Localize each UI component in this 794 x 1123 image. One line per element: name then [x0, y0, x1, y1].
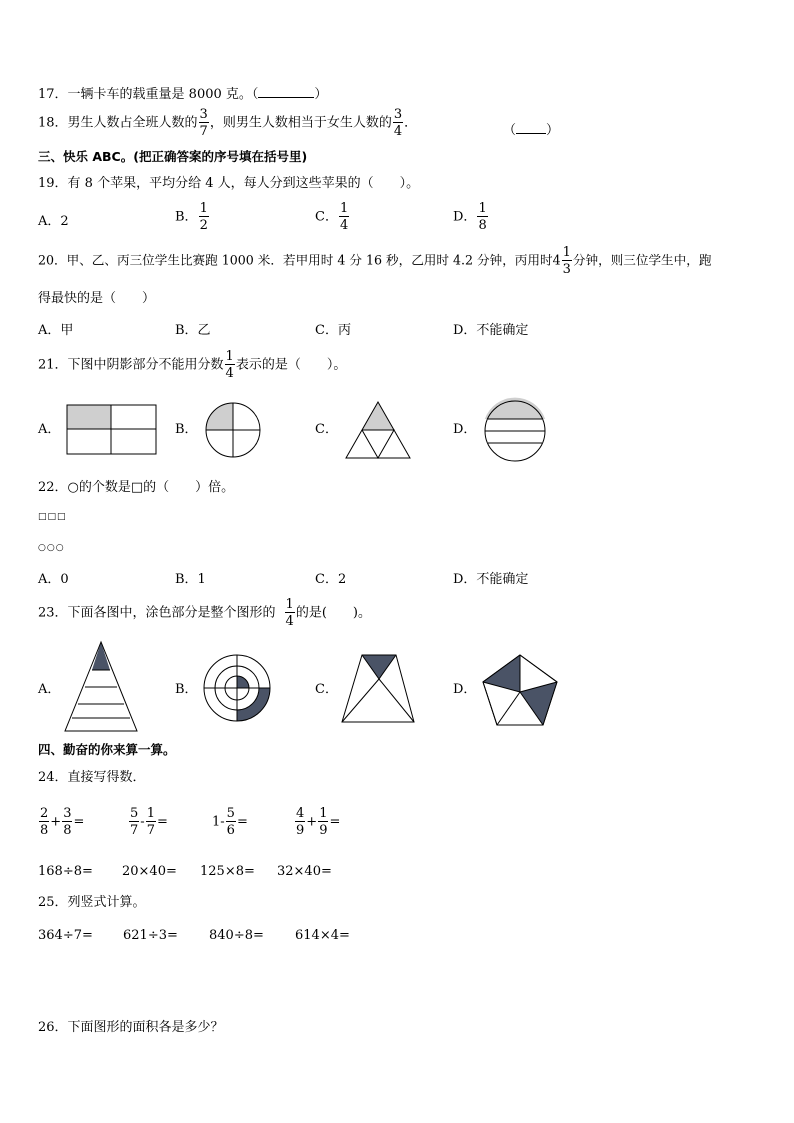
question-17 [38, 85, 327, 101]
q20-option-b[interactable]: B．乙 [175, 323, 211, 338]
q24-e2-eq: = [156, 814, 168, 830]
q17-answer-blank[interactable] [258, 85, 314, 98]
q23-num: 1 [285, 597, 294, 612]
q23-option-c[interactable]: C． [315, 682, 338, 697]
q23-figure-b-target-circles [203, 654, 273, 724]
q24-e1-frac-b [62, 807, 72, 837]
q21-fraction [225, 350, 235, 380]
q20-option-d[interactable]: D．不能确定 [453, 323, 529, 338]
q22-option-a[interactable]: A．0 [38, 572, 69, 587]
q19-c-fraction [339, 202, 349, 232]
q24-e4-op: + [306, 814, 318, 830]
question-20 [38, 246, 711, 276]
question-21 [38, 350, 346, 380]
q21-a-shaded-cell [67, 405, 111, 429]
q24-e4-frac-a [295, 807, 305, 837]
q24-row2-item-2: 20×40= [122, 864, 177, 879]
q21-option-b[interactable]: B． [175, 422, 198, 437]
q21-figure-d-circle-strips [481, 402, 551, 462]
q18-paren-open: （ [503, 123, 517, 138]
q24-e2-op: - [140, 814, 145, 830]
q23-pre: 23．下面各图中，涂色部分是整个图形的 [38, 605, 276, 621]
q24-e1-ad: 8 [40, 823, 49, 838]
q24-expr-3 [212, 807, 248, 837]
q19-b-fraction [199, 202, 209, 232]
q19-d-label: D． [453, 209, 477, 225]
q18-f1-den: 7 [199, 124, 208, 139]
q21-c-shaded-triangle [362, 402, 394, 430]
q20-fraction [562, 246, 572, 276]
q21-num: 1 [225, 349, 234, 364]
q18-fraction-1 [199, 108, 209, 138]
q18-fraction-2 [393, 108, 403, 138]
q18-mid: ，则男生人数相当于女生人数的 [209, 115, 392, 131]
q18-pre: 18．男生人数占全班人数的 [38, 115, 198, 131]
q19-d-fraction [477, 202, 487, 232]
q23-option-b[interactable]: B． [175, 682, 198, 697]
q21-post: 表示的是（ ）。 [235, 357, 347, 373]
q24-e2-bn: 1 [146, 806, 155, 821]
question-24: 24．直接写得数． [38, 770, 146, 785]
q21-figure-b-circle [205, 402, 263, 460]
question-18 [38, 108, 417, 138]
question-22: 22．○的个数是□的（ ）倍。 [38, 480, 235, 495]
q19-b-den: 2 [199, 218, 208, 233]
q24-expr-4 [294, 807, 340, 837]
q18-answer-blank[interactable] [516, 121, 546, 134]
q24-e2-ad: 7 [130, 823, 139, 838]
q24-row2-item-1: 168÷8= [38, 864, 93, 879]
q23-post: 的是( )。 [295, 605, 371, 621]
q21-pre: 21．下图中阴影部分不能用分数 [38, 357, 224, 373]
q24-e1-an: 2 [40, 806, 49, 821]
q22-option-d[interactable]: D．不能确定 [453, 572, 529, 587]
q21-option-a[interactable]: A． [38, 422, 61, 437]
q24-e4-bd: 9 [319, 823, 328, 838]
q18-f1-num: 3 [199, 107, 208, 122]
q20-pre: 20．甲、乙、丙三位学生比赛跑 1000 米．若甲用时 4 分 16 秒，乙用时 4.2 分钟，丙用时 [38, 252, 553, 268]
q20-option-c[interactable]: C．丙 [315, 323, 351, 338]
q20-whole: 4 [552, 252, 561, 268]
q23-option-d[interactable]: D． [453, 682, 477, 697]
q24-e4-eq: = [329, 814, 341, 830]
q24-e1-eq: = [73, 814, 85, 830]
q21-figure-a-rectangle [66, 404, 158, 456]
q24-e3-eq: = [236, 814, 248, 830]
q23-c-shaded-triangle [362, 655, 396, 679]
q23-den: 4 [285, 614, 294, 629]
q17-close: ） [314, 87, 328, 102]
q24-e4-an: 4 [296, 806, 305, 821]
q24-expr-1 [38, 807, 84, 837]
question-26: 26．下面图形的面积各是多少？ [38, 1020, 224, 1035]
q18-f2-num: 3 [393, 107, 403, 122]
q25-item-1: 364÷7= [38, 928, 93, 943]
q18-post: ． [404, 115, 418, 131]
q24-e3-bd: 6 [226, 823, 235, 838]
section-3-heading: 三、快乐 ABC。(把正确答案的序号填在括号里) [38, 149, 308, 164]
q19-c-den: 4 [339, 218, 349, 233]
q24-e4-ad: 9 [296, 823, 305, 838]
q19-option-d[interactable] [453, 202, 489, 232]
q25-item-4: 614×4= [295, 928, 350, 943]
q23-figure-d-pentagon [480, 654, 560, 728]
q19-option-c[interactable] [315, 202, 350, 232]
q19-option-b[interactable] [175, 202, 210, 232]
q20-den: 3 [562, 262, 571, 277]
q24-e1-frac-a [39, 807, 49, 837]
q19-d-num: 1 [478, 201, 487, 216]
q24-e4-bn: 1 [319, 806, 328, 821]
q24-e2-frac-b [146, 807, 156, 837]
question-19: 19．有 8 个苹果，平均分给 4 人，每人分到这些苹果的（ ）。 [38, 176, 420, 191]
q19-option-a[interactable]: A．2 [38, 214, 69, 229]
q22-option-b[interactable]: B．1 [175, 572, 206, 587]
q24-row2-item-3: 125×8= [200, 864, 255, 879]
q25-item-3: 840÷8= [209, 928, 264, 943]
q19-d-den: 8 [478, 218, 487, 233]
q18-f2-den: 4 [393, 124, 403, 139]
q20-mixed-number [553, 246, 573, 276]
q21-figure-c-triangle [345, 401, 415, 461]
q21-option-c[interactable]: C． [315, 422, 338, 437]
q24-e1-op: + [50, 814, 62, 830]
q19-b-num: 1 [199, 201, 208, 216]
section-4-heading: 四、勤奋的你来算一算。 [38, 742, 176, 757]
q17-text: 17．一辆卡车的载重量是 8000 克。（ [38, 87, 259, 102]
q24-e1-bn: 3 [63, 806, 72, 821]
q20-num: 1 [562, 245, 571, 260]
q24-e2-frac-a [129, 807, 139, 837]
question-23 [38, 598, 371, 628]
q24-e1-bd: 8 [63, 823, 72, 838]
q22-squares-row: □□□ [38, 512, 67, 522]
q23-figure-a-striped-triangle [64, 640, 140, 734]
q20-line2: 得最快的是（ ） [38, 291, 156, 306]
q24-e3-pre: 1- [212, 814, 225, 830]
q24-e2-bd: 7 [146, 823, 155, 838]
q18-answer [503, 121, 559, 137]
q23-option-a[interactable]: A． [38, 682, 61, 697]
q19-c-num: 1 [339, 201, 349, 216]
q20-post: 分钟，则三位学生中，跑 [572, 252, 712, 268]
q19-b-label: B． [175, 209, 198, 225]
q24-e2-an: 5 [130, 806, 139, 821]
q21-den: 4 [225, 366, 234, 381]
q22-circles-row: ○○○ [38, 543, 65, 553]
q18-paren-close: ） [546, 123, 560, 138]
q24-e3-bn: 5 [226, 806, 235, 821]
q24-expr-2 [128, 807, 168, 837]
q19-c-label: C． [315, 209, 338, 225]
q23-fraction [285, 598, 295, 628]
q22-option-c[interactable]: C．2 [315, 572, 347, 587]
q23-a-shaded-top [92, 642, 110, 670]
q25-item-2: 621÷3= [123, 928, 178, 943]
q24-e3-frac [226, 807, 236, 837]
q20-option-a[interactable]: A．甲 [38, 323, 74, 338]
q24-row2-item-4: 32×40= [277, 864, 332, 879]
question-25: 25．列竖式计算。 [38, 895, 146, 910]
q21-option-d[interactable]: D． [453, 422, 477, 437]
q24-e4-frac-b [318, 807, 328, 837]
q23-figure-c-trapezoid [341, 654, 417, 726]
